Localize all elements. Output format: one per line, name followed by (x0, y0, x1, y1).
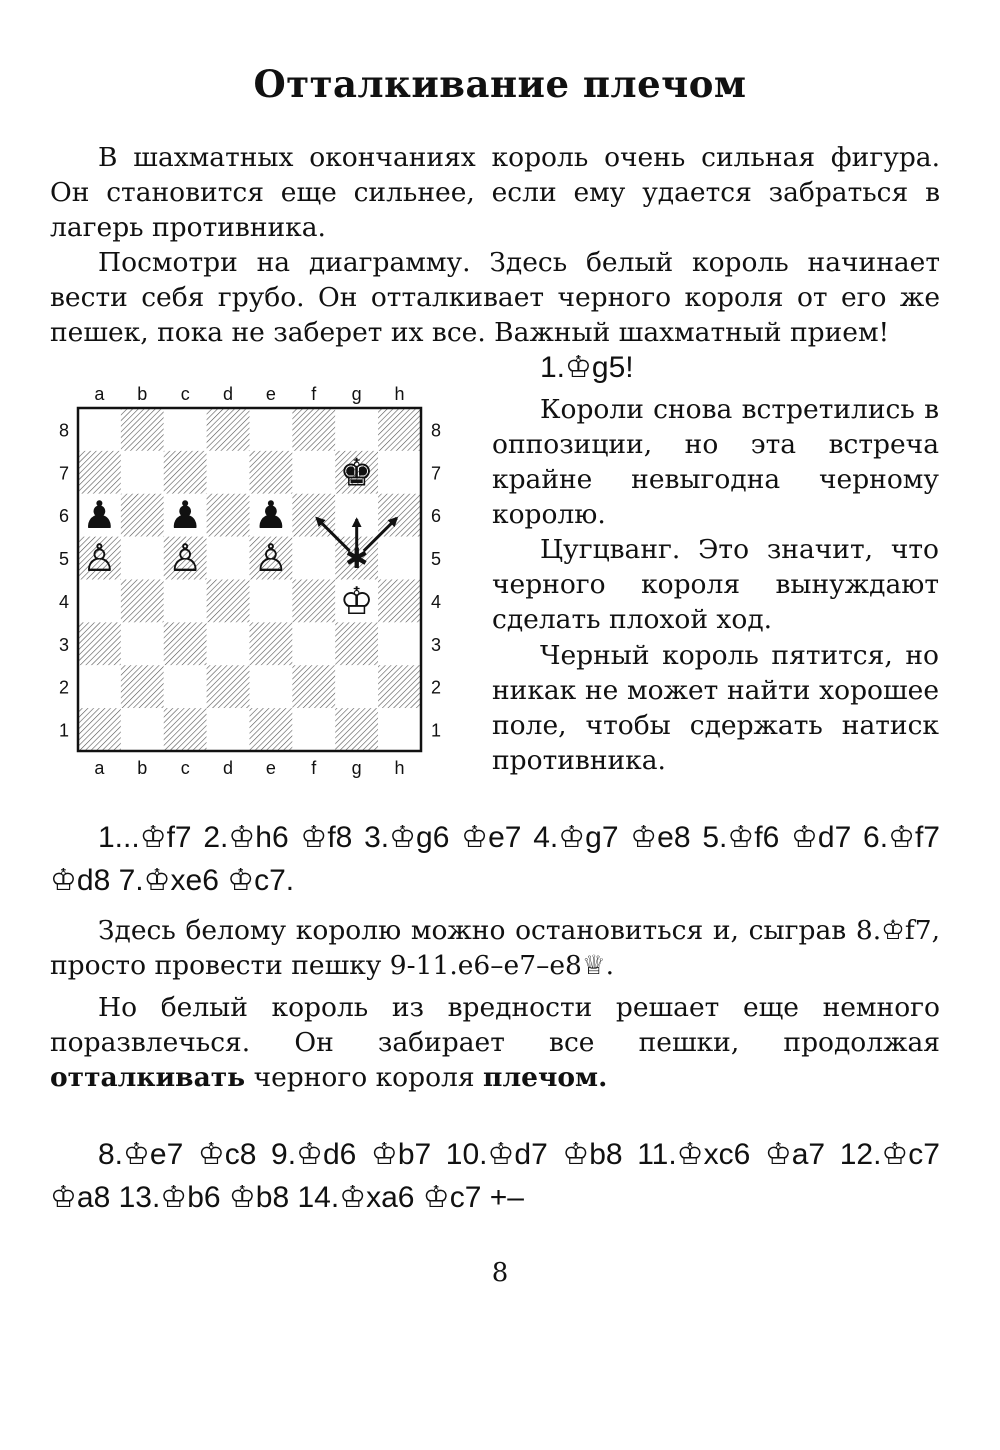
square-h3 (378, 622, 421, 665)
square-d8 (207, 408, 250, 451)
file-label-top-a: a (94, 384, 105, 404)
white-pawn-c5: ♙ (168, 536, 203, 581)
square-h4 (378, 580, 421, 623)
bold-term-push: отталкивать (50, 1062, 246, 1093)
paragraph-promotion: Здесь белому королю можно остановиться и, сыграв 8.♔f7, просто провести пешку 9-11.e6–e7–e8♕. (50, 915, 940, 981)
bold-term-shoulder: плечом. (483, 1062, 608, 1093)
white-pawn-e5: ♙ (253, 536, 288, 581)
file-label-bottom-e: e (265, 758, 276, 778)
square-a7 (78, 451, 121, 494)
square-g3 (335, 622, 378, 665)
square-f2 (292, 665, 335, 708)
square-d5 (207, 537, 250, 580)
square-a8 (78, 408, 121, 451)
square-h5 (378, 537, 421, 580)
paragraph-shoulder (50, 990, 940, 1095)
square-a1 (78, 708, 121, 751)
square-f4 (292, 580, 335, 623)
square-h2 (378, 665, 421, 708)
first-move: 1.♔g5! (540, 351, 634, 384)
white-pawn-a5: ♙ (82, 536, 117, 581)
square-c2 (164, 665, 207, 708)
square-b1 (121, 708, 164, 751)
square-g8 (335, 408, 378, 451)
file-label-top-e: e (265, 384, 276, 404)
rank-label-right-3: 3 (430, 634, 442, 655)
rank-label-left-3: 3 (58, 634, 70, 655)
square-d4 (207, 580, 250, 623)
square-a3 (78, 622, 121, 665)
rank-label-right-5: 5 (430, 549, 442, 570)
square-e1 (250, 708, 293, 751)
white-king-g4: ♔ (339, 578, 374, 623)
moves-line-1: 1...♔f7 2.♔h6 ♔f8 3.♔g6 ♔e7 4.♔g7 ♔e8 5.♔f6 ♔d7 6.♔f7 ♔d8 7.♔xe6 ♔c7. (50, 821, 940, 897)
file-label-top-d: d (223, 384, 234, 404)
square-b2 (121, 665, 164, 708)
file-label-top-h: h (394, 384, 405, 404)
square-e8 (250, 408, 293, 451)
black-king-g7: ♚ (339, 450, 374, 495)
square-b7 (121, 451, 164, 494)
square-e7 (250, 451, 293, 494)
rank-label-left-6: 6 (58, 506, 70, 527)
rank-label-left-2: 2 (58, 677, 70, 698)
rank-label-right-7: 7 (430, 463, 442, 484)
square-c8 (164, 408, 207, 451)
square-b4 (121, 580, 164, 623)
square-b8 (121, 408, 164, 451)
rank-label-left-4: 4 (58, 591, 70, 612)
black-pawn-c6: ♟ (168, 493, 203, 538)
square-d3 (207, 622, 250, 665)
target-marker-g5: ✱ (344, 542, 369, 576)
paragraph-shoulder-start: Но белый король из вредности решает еще немного поразвлечься. Он забирает все пешки, продолжая (50, 992, 940, 1058)
square-b6 (121, 494, 164, 537)
file-label-bottom-f: f (311, 758, 317, 778)
paragraph-intro: В шахматных окончаниях король очень сильная фигура. Он становится еще сильнее, если ему удается забраться в лагерь противника. (50, 142, 940, 243)
rank-label-left-8: 8 (58, 420, 70, 441)
square-h8 (378, 408, 421, 451)
square-e3 (250, 622, 293, 665)
file-label-top-c: c (180, 384, 190, 404)
square-d1 (207, 708, 250, 751)
rank-label-right-4: 4 (430, 591, 442, 612)
square-b3 (121, 622, 164, 665)
square-c7 (164, 451, 207, 494)
square-d6 (207, 494, 250, 537)
square-e2 (250, 665, 293, 708)
rank-label-left-1: 1 (58, 720, 70, 741)
square-d2 (207, 665, 250, 708)
file-label-bottom-h: h (394, 758, 405, 778)
paragraph-opposition: Короли снова встретились в оппозиции, но эта встреча крайне невыгодна черному королю. (492, 394, 939, 530)
paragraph-retreat: Черный король пятится, но никак не может найти хорошее поле, чтобы сдержать натиск противника. (492, 640, 939, 776)
paragraph-diagram-intro: Посмотри на диаграмму. Здесь белый король начинает вести себя грубо. Он отталкивает черного короля от его же пешек, пока не заберет их все. Важный шахматный прием! (50, 247, 940, 348)
paragraph-shoulder-mid: черного короля (245, 1062, 484, 1093)
square-a2 (78, 665, 121, 708)
page-number: 8 (491, 1258, 509, 1288)
rank-label-right-1: 1 (430, 720, 442, 741)
rank-label-right-8: 8 (430, 420, 442, 441)
square-h7 (378, 451, 421, 494)
page-title: Отталкивание плечом (253, 62, 747, 106)
square-h1 (378, 708, 421, 751)
square-f8 (292, 408, 335, 451)
square-g1 (335, 708, 378, 751)
square-e4 (250, 580, 293, 623)
square-c4 (164, 580, 207, 623)
square-f7 (292, 451, 335, 494)
square-g2 (335, 665, 378, 708)
square-f5 (292, 537, 335, 580)
file-label-top-g: g (351, 384, 362, 404)
rank-label-right-2: 2 (430, 677, 442, 698)
file-label-bottom-g: g (351, 758, 362, 778)
rank-label-left-5: 5 (58, 549, 70, 570)
square-d7 (207, 451, 250, 494)
file-label-bottom-a: a (94, 758, 105, 778)
square-c1 (164, 708, 207, 751)
square-f3 (292, 622, 335, 665)
file-label-top-f: f (311, 384, 317, 404)
file-label-bottom-d: d (223, 758, 234, 778)
paragraph-zugzwang: Цугцванг. Это значит, что черного короля вынуждают сделать плохой ход. (492, 534, 939, 635)
file-label-bottom-c: c (180, 758, 190, 778)
black-pawn-e6: ♟ (253, 493, 288, 538)
moves-line-2: 8.♔e7 ♔c8 9.♔d6 ♔b7 10.♔d7 ♔b8 11.♔xc6 ♔a7 12.♔c7 ♔a8 13.♔b6 ♔b8 14.♔xa6 ♔c7 +– (50, 1138, 940, 1214)
square-c3 (164, 622, 207, 665)
rank-label-left-7: 7 (58, 463, 70, 484)
square-f1 (292, 708, 335, 751)
black-pawn-a6: ♟ (82, 493, 117, 538)
square-b5 (121, 537, 164, 580)
chess-diagram (50, 378, 460, 788)
square-a4 (78, 580, 121, 623)
file-label-bottom-b: b (137, 758, 148, 778)
rank-label-right-6: 6 (430, 506, 442, 527)
file-label-top-b: b (137, 384, 148, 404)
